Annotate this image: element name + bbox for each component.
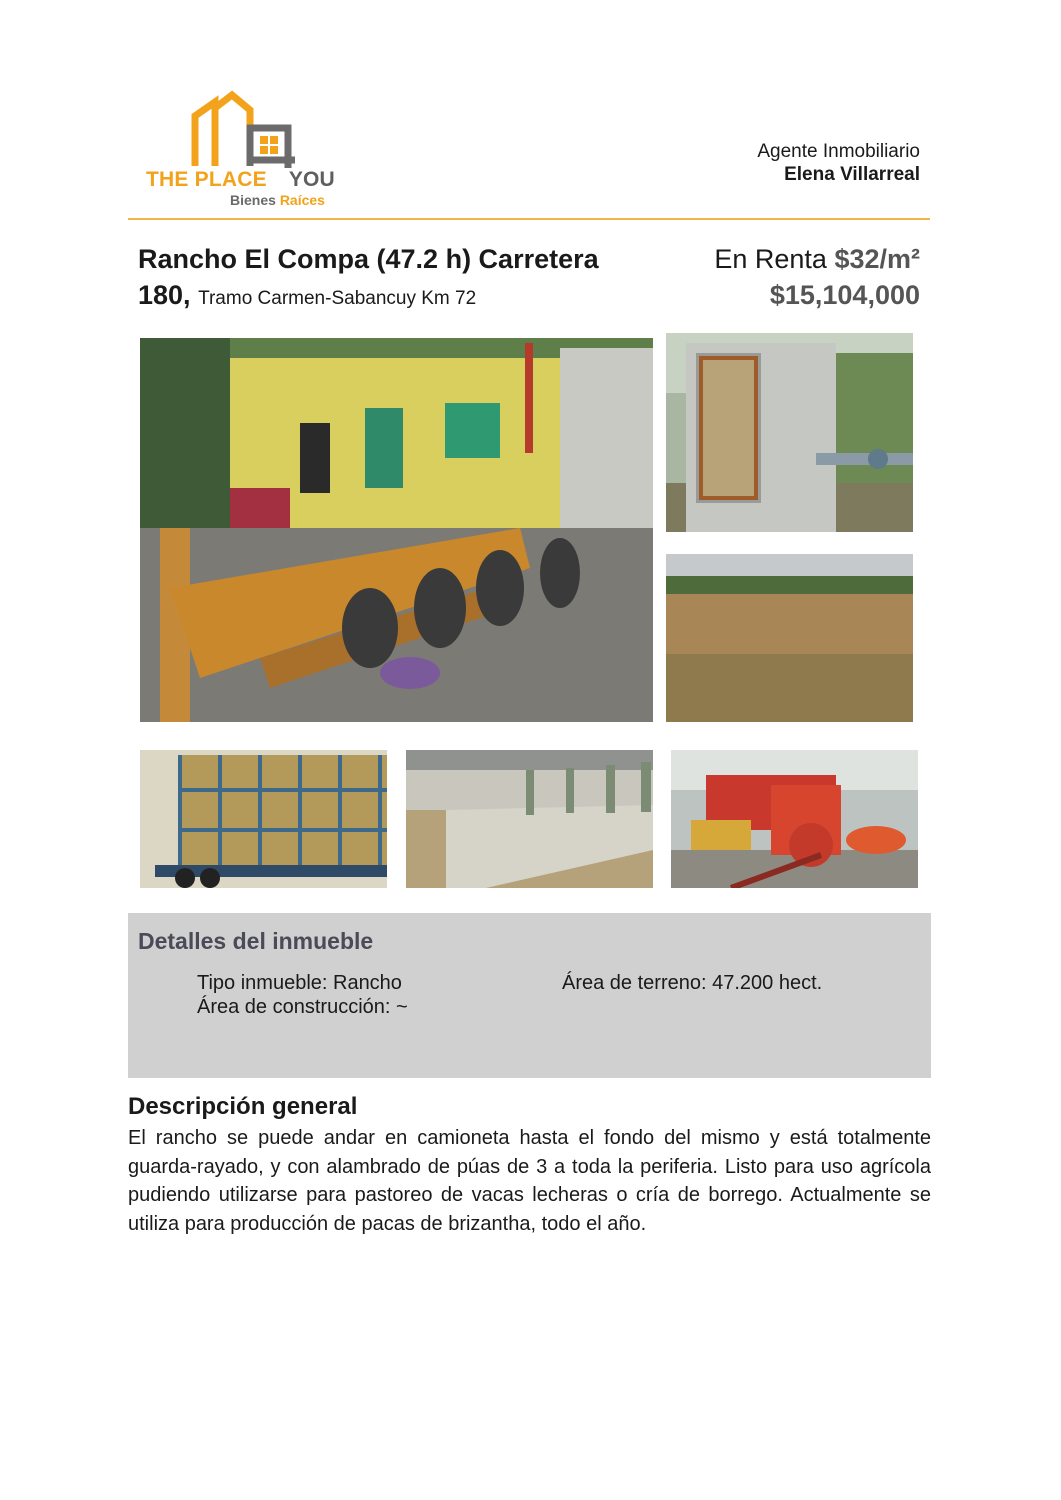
rent-info bbox=[714, 244, 920, 275]
agent-name: Elena Villarreal bbox=[784, 164, 920, 185]
photo-hay-trailer bbox=[140, 750, 387, 888]
logo-tagline bbox=[230, 192, 325, 208]
property-title: Rancho El Compa (47.2 h) Carretera bbox=[138, 244, 599, 274]
description-body: El rancho se puede andar en camioneta hasta el fondo del mismo y está totalmente guarda-rayado, y con alambrado de púas de 3 a toda la periferia. Listo para uso agrícola pudiendo utilizarse para pastoreo de vacas lecheras o cría de borrego. Actualmente se utiliza para producción de pacas de brizantha, todo el año. bbox=[128, 1127, 931, 1235]
logo-word-2: YOU bbox=[288, 168, 335, 191]
photo-concrete-booth bbox=[666, 333, 913, 532]
logo-tag-2: Raíces bbox=[279, 192, 325, 208]
address-detail: Tramo Carmen-Sabancuy Km 72 bbox=[198, 288, 477, 309]
rent-label: En Renta bbox=[714, 244, 827, 274]
photo-feeding-shed bbox=[406, 750, 653, 888]
property-address bbox=[138, 280, 476, 311]
logo-tag-1: Bienes bbox=[230, 192, 276, 208]
detail-terreno: Área de terreno: 47.200 hect. bbox=[562, 972, 823, 994]
description-title: Descripción general bbox=[128, 1093, 358, 1120]
photo-machinery-yard bbox=[140, 338, 653, 722]
details-title: Detalles del inmueble bbox=[138, 928, 374, 954]
logo-wordmark bbox=[146, 168, 335, 192]
agent-role: Agente Inmobiliario bbox=[757, 141, 920, 162]
detail-tipo: Tipo inmueble: Rancho bbox=[197, 972, 402, 994]
photo-baler-machine bbox=[671, 750, 918, 888]
sale-price: $15,104,000 bbox=[769, 280, 920, 310]
detail-construccion: Área de construcción: ~ bbox=[197, 996, 408, 1018]
logo-word-1: THE PLACE bbox=[146, 168, 267, 191]
address-number: 180, bbox=[138, 280, 191, 310]
header-divider bbox=[128, 218, 930, 220]
photo-pasture-field bbox=[666, 554, 913, 722]
rent-amount: $32/m² bbox=[834, 244, 920, 274]
